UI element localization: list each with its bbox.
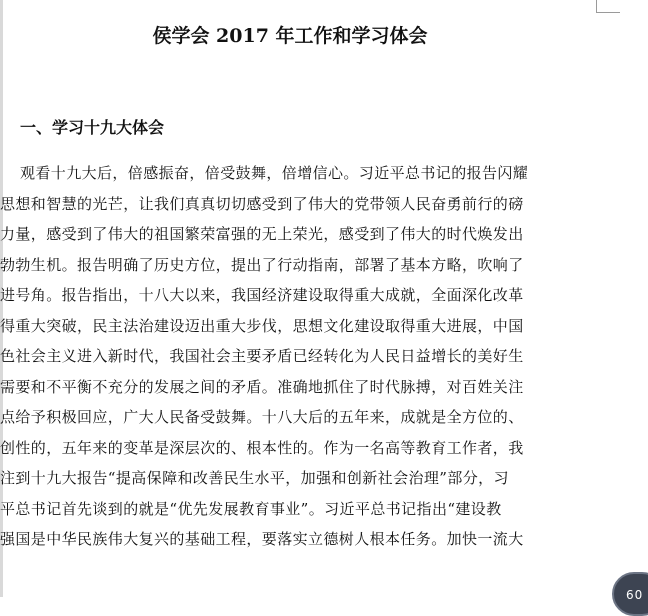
text-line: 注到十九大报告“提高保障和改善民生水平，加强和创新社会治理”部分，习 (0, 469, 509, 487)
text-line: 勃勃生机。报告明确了历史方位，提出了行动指南，部署了基本方略，吹响了 (0, 255, 524, 274)
text-line: 创性的，五年来的变革是深层次的、根本性的。作为一名高等教育工作者，我 (0, 438, 524, 457)
text-line: 得重大突破，民主法治建设迈出重大步伐，思想文化建设取得重大进展，中国 (0, 316, 524, 335)
text-line: 进号角。报告指出，十八大以来，我国经济建设取得重大成就，全面深化改革 (0, 286, 524, 304)
text-line: 平总书记首先谈到的就是“优先发展教育事业”。习近平总书记指出“建设教 (0, 499, 502, 518)
page-corner-mark (596, 0, 597, 12)
text-line: 点给予积极回应，广大人民备受鼓舞。十八大后的五年来，成就是全方位的、 (0, 408, 524, 426)
text-line: 需要和不平衡不充分的发展之间的矛盾。准确地抓住了时代脉搏，对百姓关注 (0, 377, 524, 396)
page-corner-mark (596, 12, 620, 13)
body-paragraph (0, 158, 610, 555)
text-line: 强国是中华民族伟大复兴的基础工程，要落实立德树人根本任务。加快一流大 (0, 530, 524, 548)
floating-widget-button[interactable] (612, 572, 648, 616)
text-line: 思想和智慧的光芒，让我们真真切切感受到了伟大的党带领人民奋勇前行的磅 (0, 194, 524, 213)
text-line: 色社会主义进入新时代，我国社会主要矛盾已经转化为人民日益增长的美好生 (0, 347, 524, 365)
document-title: 侯学会 2017 年工作和学习体会 (152, 25, 428, 47)
text-line: 力量，感受到了伟大的祖国繁荣富强的无上荣光，感受到了伟大的时代焕发出 (0, 225, 524, 243)
floating-widget-label: 60 (626, 588, 644, 602)
section-heading: 一、学习十九大体会 (20, 118, 165, 137)
text-line: 观看十九大后，倍感振奋，倍受鼓舞，倍增信心。习近平总书记的报告闪耀 (20, 164, 529, 182)
